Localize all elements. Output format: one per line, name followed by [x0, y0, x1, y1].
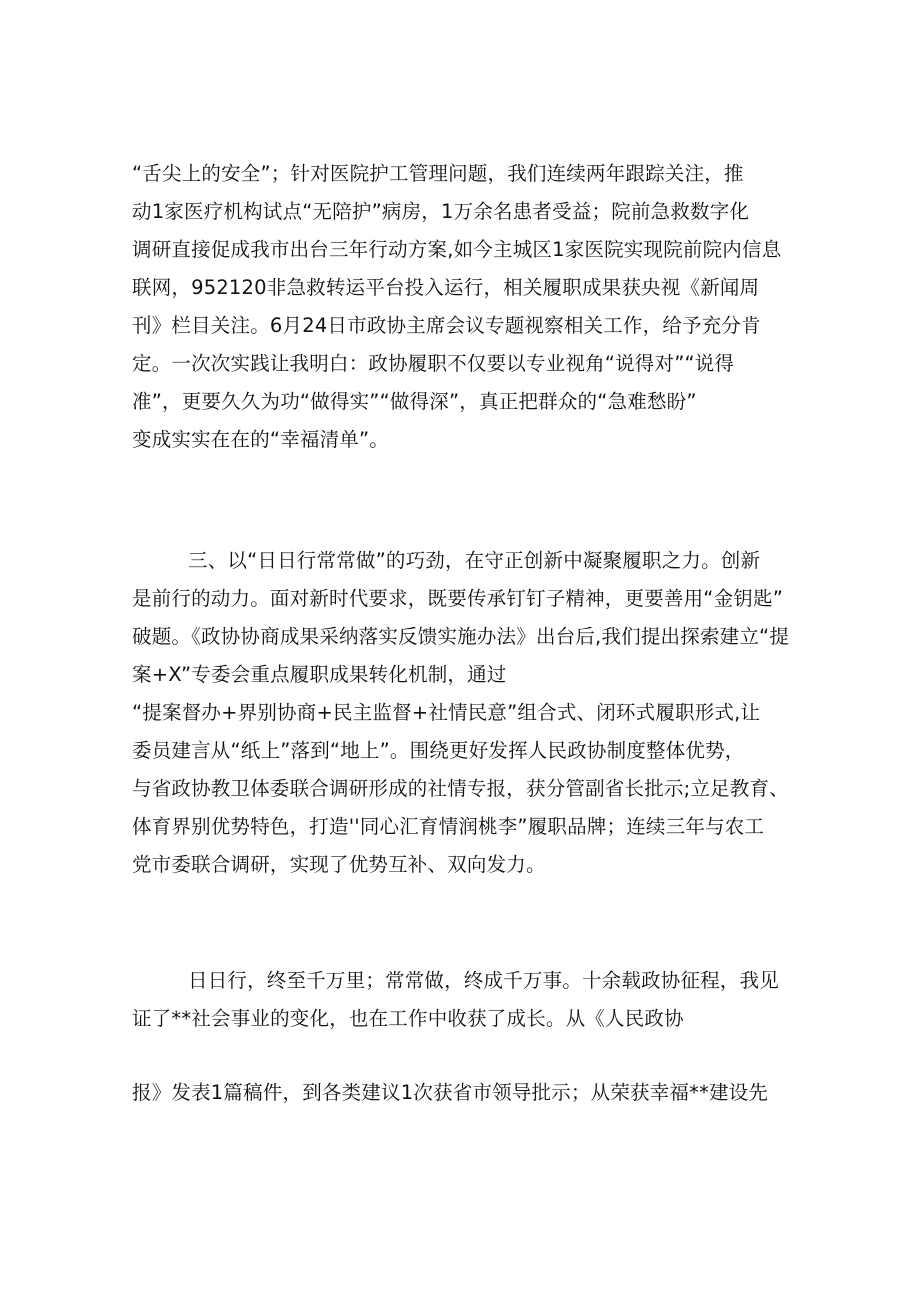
paragraph-3-line-4: 案+X”专委会重点履职成果转化机制，通过	[132, 663, 507, 686]
paragraph-4-line-1: 日日行，终至千万里；常常做，终成千万事。十余载政协征程，我见	[188, 969, 780, 992]
paragraph-3-line-1: 三、以“日日行常常做”的巧劲，在守正创新中凝聚履职之力。创新	[188, 549, 761, 572]
paragraph-3-line-7: 与省政协教卫体委联合调研形成的社情专报，获分管副省长批示;立足教育、	[132, 777, 789, 800]
paragraph-3-line-6: 委员建言从“纸上”落到“地上”。围绕更好发挥人民政协制度整体优势，	[132, 739, 745, 762]
paragraph-3-line-3: 破题。《政协协商成果采纳落实反馈实施办法》出台后,我们提出探索建立“提	[132, 625, 790, 648]
text-line-8: 变成实实在在的“幸福清单”。	[132, 428, 390, 451]
text-line-4: 联网，952120非急救转运平台投入运行，相关履职成果获央视《新闻周	[132, 276, 760, 299]
text-line-7: 准”，更要久久为功“做得实”“做得深”，真正把群众的“急难愁盼”	[132, 390, 697, 413]
paragraph-3-line-5: “提案督办+界别协商+民主监督+社情民意”组合式、闭环式履职形式,让	[132, 701, 761, 724]
text-line-5: 刊》栏目关注。6月24日市政协主席会议专题视察相关工作，给予充分肯	[132, 314, 761, 337]
paragraph-3-line-8: 体育界别优势特色，打造''同心汇育情润桃李”履职品牌；连续三年与农工	[132, 815, 765, 838]
text-line-3: 调研直接促成我市出台三年行动方案,如今主城区1家医院实现院前院内信息	[132, 238, 782, 261]
paragraph-3-line-9: 党市委联合调研，实现了优势互补、双向发力。	[132, 853, 546, 876]
paragraph-4-line-2: 证了**社会事业的变化，也在工作中收获了成长。从《人民政协	[132, 1007, 684, 1030]
paragraph-3-line-2: 是前行的动力。面对新时代要求，既要传承钉钉子精神，更要善用“金钥匙”	[132, 587, 784, 610]
paragraph-4-line-3: 报》发表1篇稿件，到各类建议1次获省市领导批示；从荣获幸福**建设先	[132, 1081, 769, 1104]
text-line-1: “舌尖上的安全”；针对医院护工管理问题，我们连续两年跟踪关注，推	[132, 162, 744, 185]
text-line-2: 动1家医疗机构试点“无陪护”病房，1万余名患者受益；院前急救数字化	[132, 200, 750, 223]
text-line-6: 定。一次次实践让我明白：政协履职不仅要以专业视角“说得对”“说得	[132, 352, 735, 375]
